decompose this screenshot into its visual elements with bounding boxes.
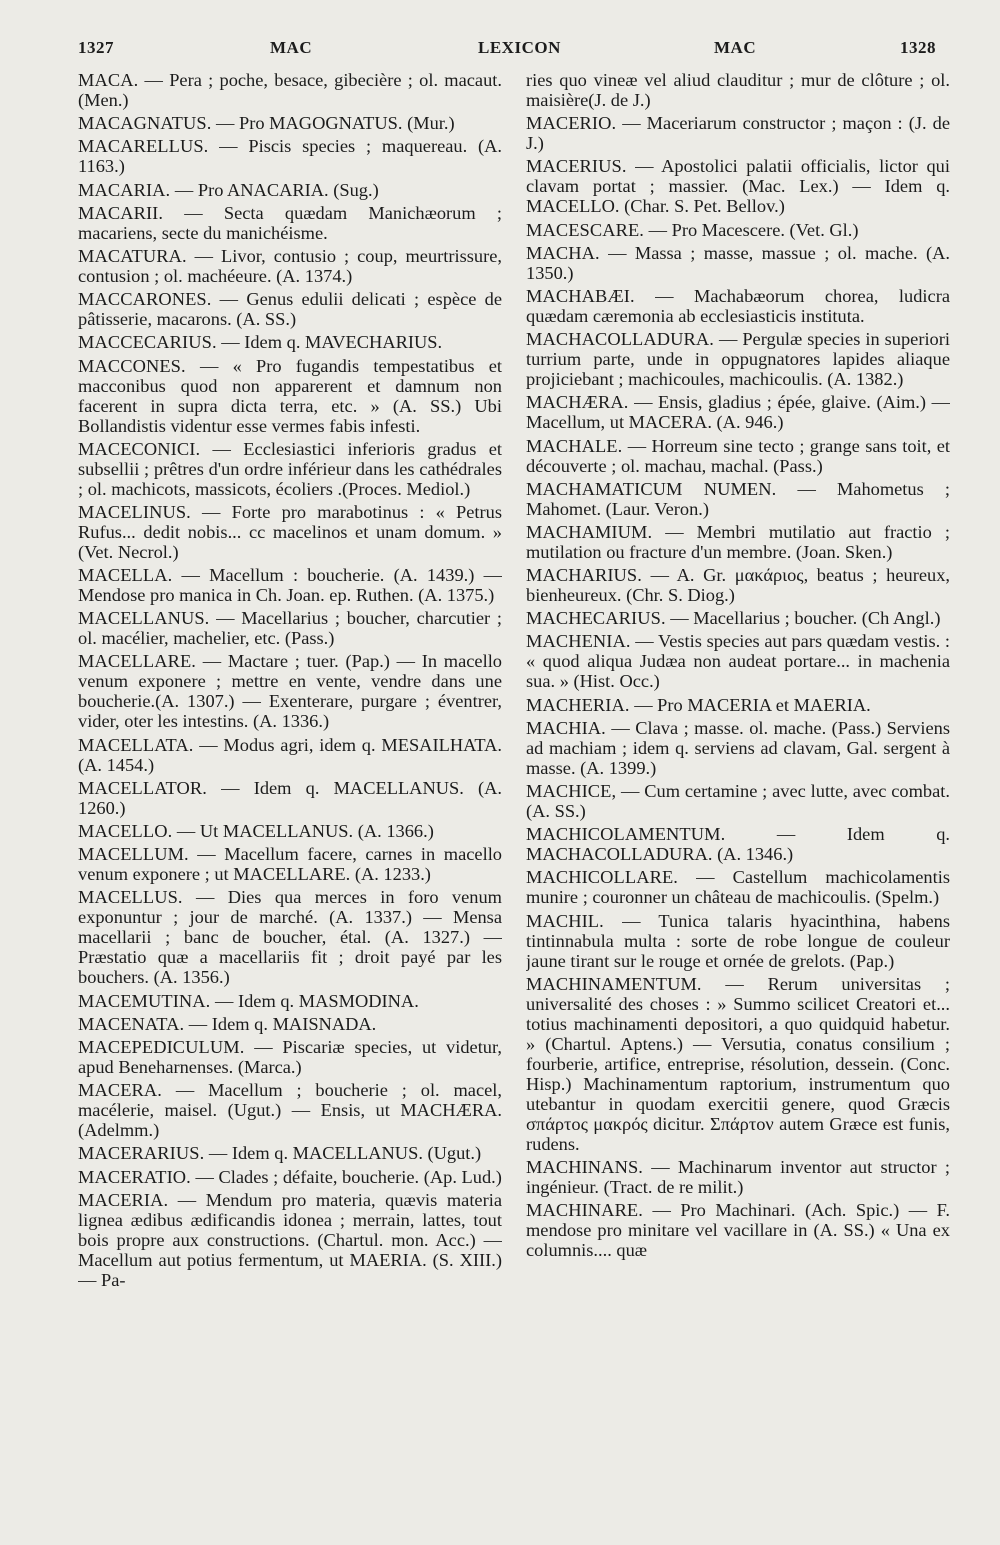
entry-headword: MACARELLUS. [78, 136, 209, 157]
entry-definition: — Machabæorum chorea, ludicra quædam cæremonia ab ecclesiasticis instituta. [526, 285, 950, 326]
dictionary-entry [78, 136, 502, 176]
dictionary-entry [78, 565, 502, 605]
entry-headword: MACCARONES. [78, 289, 212, 310]
entry-headword: MACARII. [78, 202, 164, 223]
left-column [78, 70, 502, 1515]
entry-definition: — Clava ; masse. ol. mache. (Pass.) Serviens ad machiam ; idem q. serviens ad clavam, Gal. sergent à masse. (A. 1399.) [526, 717, 950, 778]
entry-headword: MACHAMATICUM NUMEN. [526, 478, 777, 499]
entry-headword: MACERATIO. [78, 1166, 191, 1187]
dictionary-entry [526, 329, 950, 389]
dictionary-entry [78, 1143, 502, 1163]
entry-definition: — Macellarius ; boucher. (Ch Angl.) [665, 608, 941, 629]
entry-headword: MACERIA. [78, 1189, 169, 1210]
dictionary-entry [526, 867, 950, 907]
entry-headword: MACHALE. [526, 435, 623, 456]
dictionary-entry [526, 113, 950, 153]
entry-definition: — Macellum ; boucherie ; ol. macel, macélerie, maisel. (Ugut.) — Ensis, ut MACHÆRA. (Adelmm.) [78, 1080, 502, 1141]
dictionary-entry [78, 844, 502, 884]
entry-headword: MACESCARE. [526, 219, 645, 240]
dictionary-entry [526, 631, 950, 691]
dictionary-entry [78, 991, 502, 1011]
entry-headword: MACEMUTINA. [78, 990, 211, 1011]
entry-definition: — Pro MAGOGNATUS. (Mur.) [211, 113, 455, 134]
entry-definition: — Genus edulii delicati ; espèce de pâtisserie, macarons. (A. SS.) [78, 289, 502, 330]
entry-headword: MACELLATA. [78, 734, 194, 755]
entry-headword: MACHA. [526, 242, 600, 263]
dictionary-entry [526, 436, 950, 476]
dictionary-entry [526, 522, 950, 562]
entry-definition: — Idem q. MAVECHARIUS. [216, 332, 443, 353]
entry-headword: MACHICOLLARE. [526, 867, 678, 888]
entry-definition: — Idem q. MACELLANUS. (A. 1260.) [78, 777, 502, 818]
dictionary-entry [526, 392, 950, 432]
entry-headword: MACHAMIUM. [526, 521, 653, 542]
entry-definition: — Horreum sine tecto ; grange sans toit, et découverte ; ol. machau, machal. (Pass.) [526, 435, 950, 476]
entry-headword: MACHICOLAMENTUM. [526, 824, 726, 845]
dictionary-entry [78, 1037, 502, 1077]
entry-definition: — Cum certamine ; avec lutte, avec combat. (A. SS.) [526, 781, 950, 821]
entry-headword: MACHECARIUS. [526, 608, 666, 629]
entry-headword: MACHARIUS. [526, 565, 642, 586]
dictionary-entry [526, 220, 950, 240]
dictionary-entry [526, 695, 950, 715]
entry-headword: MACHIA. [526, 717, 606, 738]
dictionary-entry [78, 332, 502, 352]
entry-headword: MACELLO. [78, 821, 173, 841]
dictionary-entry [526, 608, 950, 628]
entry-definition: — Livor, contusio ; coup, meurtrissure, contusion ; ol. machéeure. (A. 1374.) [78, 245, 502, 286]
dictionary-entry [526, 70, 950, 110]
right-page-number: 1328 [900, 38, 936, 57]
entry-definition: — Ensis, gladius ; épée, glaive. (Aim.) — Macellum, ut MACERA. (A. 946.) [526, 392, 950, 433]
entry-definition: — Massa ; masse, massue ; ol. mache. (A. 1350.) [526, 242, 950, 283]
entry-headword: MACHICE, [526, 781, 617, 801]
entry-definition: — Macellum facere, carnes in macello venum exponere ; ut MACELLARE. (A. 1233.) [78, 844, 502, 885]
right-catchword: MAC [714, 38, 757, 57]
entry-headword: MACELLUS. [78, 887, 183, 908]
dictionary-entry [526, 156, 950, 216]
entry-definition: — Pro ANACARIA. (Sug.) [170, 179, 379, 200]
dictionary-entry [78, 735, 502, 775]
entry-definition: — « Pro fugandis tempestatibus et macconibus quod non apparerent et damnum non facerent in supra dicta terra, etc. » (A. SS.) Ubi Bollandistis videntur esse vermes fabis infesti. [78, 355, 502, 436]
entry-headword: MACHÆRA. [526, 392, 629, 413]
entry-definition: — A. Gr. μακάριος, beatus ; heureux, bienheureux. (Chr. S. Diog.) [526, 565, 950, 606]
entry-definition: — Idem q. MASMODINA. [210, 990, 419, 1011]
entry-definition: — Maceriarum constructor ; maçon : (J. de J.) [526, 113, 950, 154]
entry-definition: — Pro MACERIA et MAERIA. [629, 694, 871, 715]
dictionary-entry [78, 821, 502, 841]
dictionary-entry [78, 651, 502, 731]
left-page-number: 1327 [78, 38, 114, 57]
dictionary-entry [78, 180, 502, 200]
dictionary-entry [78, 203, 502, 243]
entry-definition: — Forte pro marabotinus : « Petrus Rufus... dedit nobis... cc macelinos et unam domum. » (Vet. Necrol.) [78, 501, 502, 562]
dictionary-entry [78, 778, 502, 818]
entry-headword: MACERARIUS. [78, 1143, 205, 1164]
entry-headword: MACATURA. [78, 245, 187, 266]
dictionary-entry [526, 974, 950, 1154]
entry-definition: — Pergulæ species in superiori turrium parte, unde in oppugnatores lapides aliaque projiciebant ; machicoules, machicoulis. (A. 1382.) [526, 329, 950, 390]
dictionary-entry [78, 356, 502, 436]
entry-headword: MACHABÆI. [526, 285, 635, 306]
entry-definition: — Mahometus ; Mahomet. (Laur. Veron.) [526, 478, 950, 519]
entry-definition: — Machinarum inventor aut structor ; ingénieur. (Tract. de re milit.) [526, 1156, 950, 1197]
entry-headword: MACELLARE. [78, 651, 196, 672]
dictionary-entry [526, 479, 950, 519]
dictionary-entry [526, 1157, 950, 1197]
dictionary-entry [78, 1167, 502, 1187]
dictionary-entry [526, 781, 950, 821]
entry-definition: — Mactare ; tuer. (Pap.) — In macello venum exponere ; mettre en vente, vendre dans une boucherie.(A. 1307.) — Exenterare, purgare ; éventrer, vider, oter les intestins. (A. 1336.) [78, 651, 502, 732]
entry-headword: MACAGNATUS. [78, 113, 212, 134]
dictionary-entry [78, 113, 502, 133]
dictionary-entry [78, 887, 502, 987]
entry-headword: MACECONICI. [78, 438, 201, 459]
entry-headword: MACELLANUS. [78, 608, 210, 629]
entry-definition: — Pera ; poche, besace, gibecière ; ol. macaut. (Men.) [78, 70, 502, 110]
entry-definition: — Vestis species aut pars quædam vestis. : « quod aliqua Judæa non audeat portare... in machenia sua. » (Hist. Occ.) [526, 631, 950, 692]
entry-headword: MACELLUM. [78, 844, 189, 865]
dictionary-entry [526, 718, 950, 778]
entry-definition: — Apostolici palatii officialis, lictor qui clavam portat ; massier. (Mac. Lex.) — Idem q. MACELLO. (Char. S. Pet. Bellov.) [526, 156, 950, 217]
running-header [78, 38, 936, 66]
dictionary-entry [526, 243, 950, 283]
dictionary-entry [526, 1200, 950, 1260]
entry-definition: — Modus agri, idem q. MESAILHATA. (A. 1454.) [78, 734, 502, 775]
dictionary-entry [78, 608, 502, 648]
entry-headword: MACERA. [78, 1080, 162, 1101]
dictionary-entry [78, 1080, 502, 1140]
entry-headword: MACELINUS. [78, 501, 191, 522]
dictionary-entry [78, 1014, 502, 1034]
entry-headword: MACELLA. [78, 565, 173, 586]
entry-headword: MACHINARE. [526, 1200, 643, 1221]
entry-headword: MACEPEDICULUM. [78, 1036, 245, 1057]
dictionary-entry [526, 824, 950, 864]
dictionary-entry [526, 286, 950, 326]
entry-headword: MACHENIA. [526, 631, 631, 652]
entry-definition: — Ecclesiastici inferioris gradus et subsellii ; prêtres d'un ordre inférieur dans les cathédrales ; ol. machicots, massicots, écoliers .(Proces. Mediol.) [78, 438, 502, 499]
dictionary-entry [78, 439, 502, 499]
dictionary-entry [78, 1190, 502, 1290]
entry-definition: — Rerum universitas ; universalité des choses : » Summo scilicet Creatori et... totius machinamenti depositori, a quo quidquid habetur. » (Chartul. Aptens.) — Versutia, conatus consilium ; fourberie, artifice, entreprise, résolution, dessein. (Conc. Hisp.) Machinamentum raptorium, instrumentum quo utebantur in quodam exercitii genere, quod Græcis σπάρτος μακρός dicitur. Σπάρτον autem Græce est funis, rudens. [526, 973, 950, 1154]
entry-headword: MACHINANS. [526, 1156, 643, 1177]
entry-definition: — Pro Macescere. (Vet. Gl.) [644, 219, 859, 240]
entry-definition: — Pro Machinari. (Ach. Spic.) — F. mendose pro minitare vel vacillare in (A. SS.) « Una ex columnis.... quæ [526, 1200, 950, 1261]
entry-definition: — Macellum : boucherie. (A. 1439.) — Mendose pro manica in Ch. Joan. ep. Ruthen. (A. 1375.) [78, 565, 502, 606]
entry-definition: — Secta quædam Manichæorum ; macariens, secte du manichéisme. [78, 202, 502, 243]
entry-headword: MACENATA. [78, 1013, 185, 1034]
entry-definition: — Piscis species ; maquereau. (A. 1163.) [78, 136, 502, 177]
dictionary-entry [78, 289, 502, 329]
entry-headword: MACHACOLLADURA. [526, 329, 714, 350]
left-catchword: MAC [270, 38, 313, 57]
entry-definition: — Mendum pro materia, quævis materia lignea ædibus ædificandis idonea ; merrain, lattes, tout bois propre aux constructions. (Chartul. mon. Acc.) — Macellum aut potius fermentum, ut MAERIA. (S. XIII.) — Pa- [78, 1189, 502, 1290]
entry-definition: — Ut MACELLANUS. (A. 1366.) [172, 821, 434, 841]
entry-headword: MACHERIA. [526, 694, 630, 715]
entry-definition: — Clades ; défaite, boucherie. (Ap. Lud.) [190, 1166, 502, 1187]
entry-headword: MACCONES. [78, 355, 186, 376]
dictionary-entry [78, 70, 502, 110]
right-column [526, 70, 950, 1515]
entry-definition: — Tunica talaris hyacinthina, habens tintinnabula multa : sorte de robe longue de couleur jaune tirant sur le rouge et ornée de grelots. (Pap.) [526, 910, 950, 971]
entry-headword: MACHIL. [526, 910, 604, 931]
entry-headword: MACHINAMENTUM. [526, 973, 702, 994]
entry-definition: — Castellum machicolamentis munire ; couronner un château de machicoulis. (Spelm.) [526, 867, 950, 908]
entry-definition: — Idem q. MACELLANUS. (Ugut.) [204, 1143, 482, 1164]
entry-headword: MACELLATOR. [78, 777, 207, 798]
entry-headword: MACA. [78, 70, 139, 90]
entry-definition: — Membri mutilatio aut fractio ; mutilation ou fracture d'un membre. (Joan. Sken.) [526, 521, 950, 562]
entry-definition: — Dies qua merces in foro venum exponuntur ; jour de marché. (A. 1337.) — Mensa macellarii ; banc de boucher, étal. (A. 1327.) — Præstatio quæ a macellariis fit ; droit payé par les bouchers. (A. 1356.) [78, 887, 502, 988]
entry-headword: MACERIUS. [526, 156, 627, 177]
entry-definition: — Macellarius ; boucher, charcutier ; ol. macélier, machelier, etc. (Pass.) [78, 608, 502, 649]
dictionary-entry [78, 246, 502, 286]
entry-definition: ries quo vineæ vel aliud clauditur ; mur de clôture ; ol. maisière(J. de J.) [526, 70, 950, 110]
dictionary-entry [526, 565, 950, 605]
header-title: LEXICON [478, 38, 561, 57]
dictionary-entry [526, 911, 950, 971]
entry-headword: MACARIA. [78, 179, 171, 200]
dictionary-entry [78, 502, 502, 562]
entry-definition: — Piscariæ species, ut videtur, apud Beneharnenses. (Marca.) [78, 1036, 502, 1077]
entry-definition: — Idem q. MACHACOLLADURA. (A. 1346.) [526, 824, 950, 865]
entry-headword: MACCECARIUS. [78, 332, 217, 353]
entry-definition: — Idem q. MAISNADA. [184, 1013, 377, 1034]
entry-headword: MACERIO. [526, 113, 617, 134]
